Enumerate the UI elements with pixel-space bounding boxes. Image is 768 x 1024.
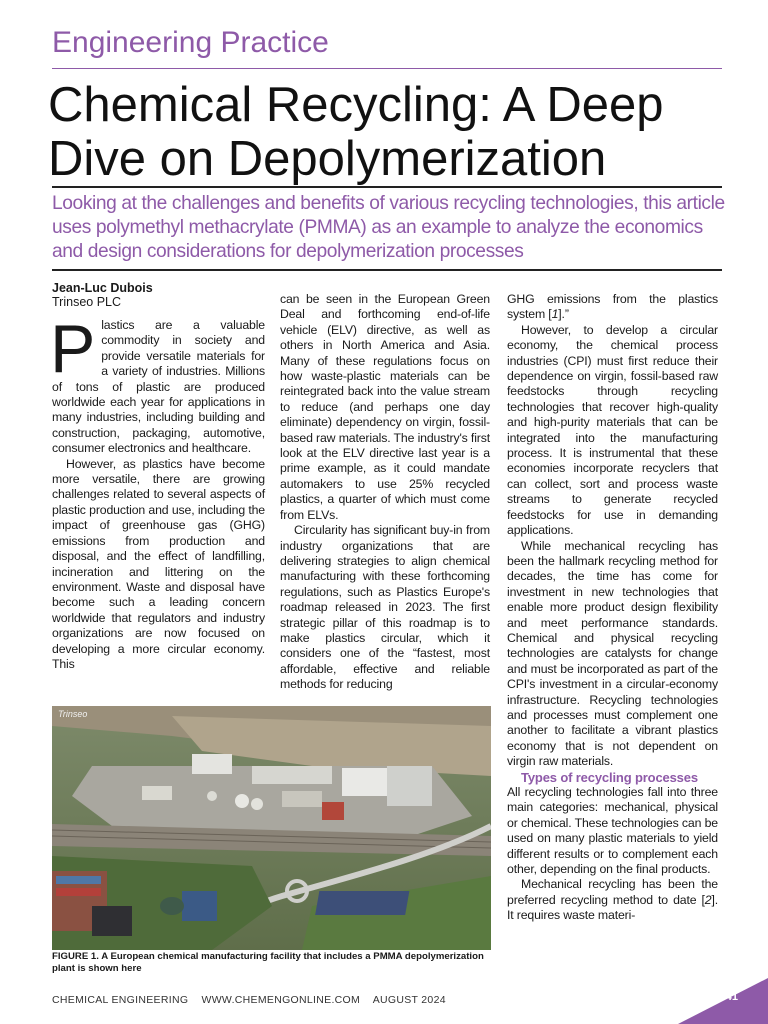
paragraph-2b: can be seen in the European Green Deal and forthcoming end-of-life vehicle (ELV) directive, as well as others in North America and Asia. Many of these regulations focus on how waste-plastic materials can be reintegrated back into the value stream to reduce (and perhaps one day eliminate) dependency on virgin, fossil-based raw materials. The industry's first look at the ELV directive last year is a prime example, as it could mandate automakers to use 25% recycled plastics, a quarter of which must come from ELVs. <box>280 292 490 522</box>
footer-url: WWW.CHEMENGONLINE.COM <box>201 994 361 1006</box>
paragraph-3b: GHG emissions from the plastics system [1].” <box>507 292 718 322</box>
title-rule <box>52 186 722 188</box>
paragraph-5: While mechanical recycling has been the hallmark recycling method for decades, the time has come for investment in new technologies that enable more product design flexibility and meet performance standards. Chemical and physical recycling technologies are catalysts for change and must be incorporated as part of the CPI's investment in a circular-economy infrastructure. Recycling technologies and processes must complement one another to facilitate a vibrant plastics economy that is not dependent on virgin raw materials. <box>507 538 718 769</box>
caption-text: A European chemical manufacturing facility that includes a PMMA depolymerization plant is shown here <box>52 951 484 974</box>
footer-magazine: CHEMICAL ENGINEERING <box>52 994 189 1006</box>
paragraph-6: All recycling technologies fall into three main categories: mechanical, physical or chemical. These technologies can be used on many plastic materials to yield different results or to complement each other, depending on the final products. <box>507 785 718 877</box>
subtitle-rule <box>52 269 722 271</box>
paragraph-1 <box>50 311 265 457</box>
page-corner-tab <box>678 978 768 1024</box>
figure-caption <box>52 951 491 975</box>
body-column-3 <box>507 292 718 924</box>
paragraph-2a: However, as plastics have become more versatile, there are growing challenges related to several aspects of plastic production and use, including the impact of greenhouse gas (GHG) emissions from production and disposal, and the effect of landfilling, incineration and littering on the environment. Waste and disposal have become such a leading concern worldwide that regulators and industry organizations are now focused on developing a more circular economy. This <box>52 456 265 671</box>
page-number: 41 <box>725 991 738 1003</box>
article-subtitle: Looking at the challenges and benefits of various recycling technologies, this article uses polymethyl methacrylate (PMMA) as an example to analyze the economics and design considerations for depolymerization processes <box>52 193 725 262</box>
aerial-facility-image <box>52 706 491 950</box>
author-name: Jean-Luc Dubois <box>52 281 153 295</box>
paragraph-3a: Circularity has significant buy-in from industry organizations that are delivering strategies to align chemical manufacturing with these forthcoming regulations, such as Plastics Europe's roadmap released in 2023. The first strategic pillar of this roadmap is to make plastics circular, which it considers one of the “fastest, most affordable, effective and reliable methods for reducing <box>280 523 490 692</box>
article-title: Chemical Recycling: A Deep Dive on Depolymerization <box>48 78 664 186</box>
page-footer <box>52 994 456 1006</box>
section-label: Engineering Practice <box>52 26 329 59</box>
subhead-types: Types of recycling processes <box>521 769 698 785</box>
photo-credit: Trinseo <box>58 709 88 719</box>
footer-date: AUGUST 2024 <box>372 994 446 1006</box>
section-rule <box>52 68 722 69</box>
paragraph-4: However, to develop a circular economy, the chemical process industries (CPI) must first reduce their dependence on virgin, fossil-based raw feedstocks through recycling technologies that recover high-quality and high-purity materials that can be integrated into the manufacturing process. It is instrumental that these economies incorporate recyclers that can collect, sort and process waste streams to generate recycled feedstocks for use in demanding applications. <box>507 322 718 538</box>
paragraph-7: Mechanical recycling has been the preferred recycling method to date [2]. It requires waste materi- <box>507 877 718 923</box>
figure-photo <box>52 706 491 950</box>
dropcap: P <box>50 311 96 387</box>
paragraph-1-text: lastics are a valuable commodity in society and provide versatile materials for a variety of industries. Millions of tons of plastic are produced worldwide each year for applications in many industries, including building and construction, packaging, automotive, consumer electronics and healthcare. <box>52 318 265 456</box>
caption-label: FIGURE 1. <box>52 951 99 962</box>
body-column-1 <box>50 311 265 672</box>
body-column-2 <box>280 292 490 693</box>
author-affiliation: Trinseo PLC <box>52 295 122 309</box>
